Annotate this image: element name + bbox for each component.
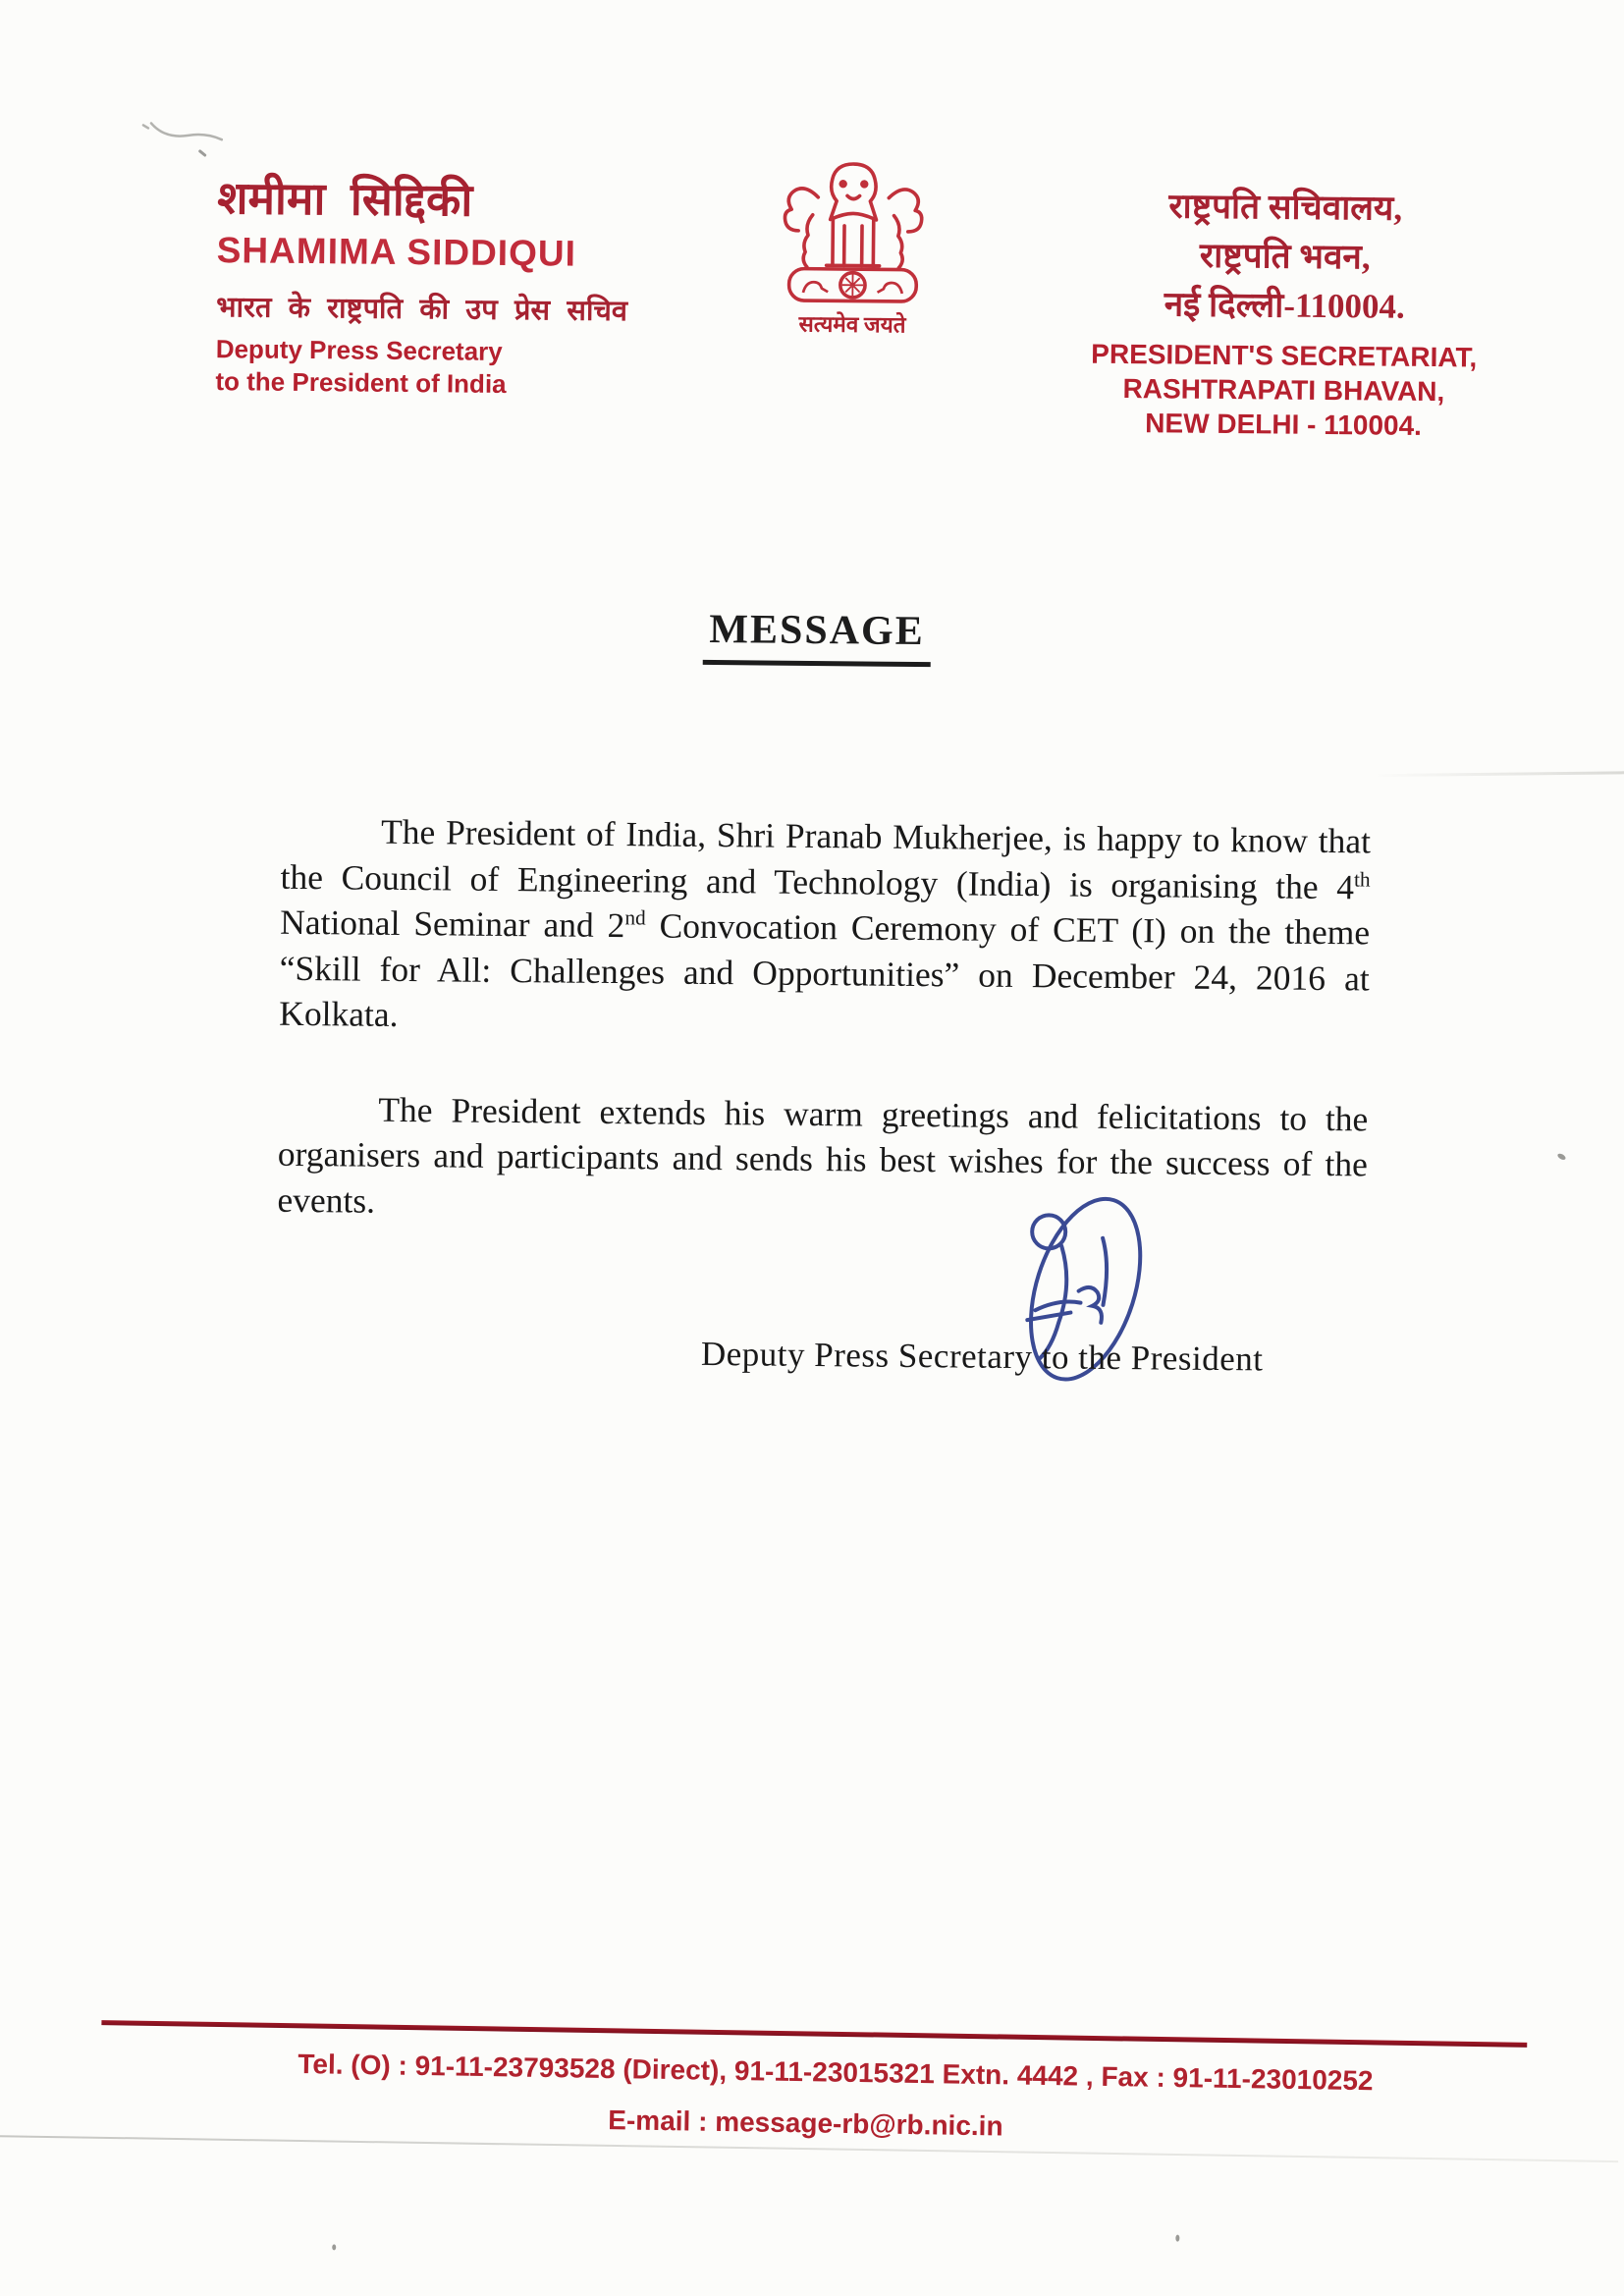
paragraph-1-text: The President of India, Shri Pranab Mukherjee, is happy to know that the Council of Engineering and Technology (India) is organising the 4 [280, 811, 1372, 906]
state-emblem-of-india-icon [764, 148, 943, 363]
footer-contact-line: Tel. (O) : 91-11-23793528 (Direct), 91-11-23015321 Extn. 4442 , Fax : 91-11-23010252 [298, 2049, 1374, 2097]
sender-title-hindi: भारत के राष्ट्रपति की उप प्रेस सचिव [216, 292, 628, 328]
sender-title-english-line1: Deputy Press Secretary [215, 334, 503, 366]
ordinal-superscript-2nd: nd [624, 905, 646, 930]
secretariat-hindi-line1: राष्ट्रपति सचिवालय, [1168, 187, 1403, 228]
ordinal-superscript-4th: th [1353, 866, 1371, 892]
sender-name-hindi: शमीमा सिद्दिकी [217, 173, 473, 226]
pencil-mark-artifact [137, 111, 286, 171]
footer-email-line: E-mail : message-rb@rb.nic.in [608, 2105, 1003, 2142]
sender-block [215, 173, 767, 403]
sender-name-english: SHAMIMA SIDDIQUI [216, 230, 577, 274]
letter-title: MESSAGE [703, 606, 931, 667]
letterhead [11, 0, 1624, 441]
paragraph-2: The President extends his warm greetings and felicitations to the organisers and participants and sends his best wishes for the success of the events. [277, 1089, 1369, 1221]
scan-speck-artifact [1556, 1152, 1566, 1161]
secretariat-address-block [1008, 181, 1560, 444]
paragraph-1-text: National Seminar and 2 [279, 902, 625, 946]
paragraph-1 [279, 808, 1371, 1047]
scan-speck-artifact [332, 2244, 336, 2250]
emblem-motto: सत्यमेव जयते [798, 311, 906, 338]
signoff-title: Deputy Press Secretary to the President [700, 1334, 1264, 1379]
sender-title-english-line2: to the President of India [215, 366, 507, 399]
secretariat-english-line3: NEW DELHI - 110004. [1145, 408, 1423, 441]
paragraph-1-text: Convocation Ceremony of CET (I) on the theme “Skill for All: Challenges and Opportunities” on December 24, 2016 at Kolkata. [279, 905, 1371, 1034]
secretariat-english-line1: PRESIDENT'S SECRETARIAT, [1091, 338, 1478, 373]
footer-rule [101, 2020, 1527, 2048]
scan-speck-artifact [1175, 2235, 1179, 2242]
secretariat-hindi-line3: नई दिल्ली-110004. [1164, 285, 1405, 326]
letter-body [277, 808, 1371, 1233]
secretariat-english-line2: RASHTRAPATI BHAVAN, [1122, 373, 1445, 408]
secretariat-hindi-line2: राष्ट्रपति भवन, [1199, 236, 1371, 277]
letter-title-row [5, 599, 1624, 674]
paper-crease-artifact [1374, 771, 1624, 777]
